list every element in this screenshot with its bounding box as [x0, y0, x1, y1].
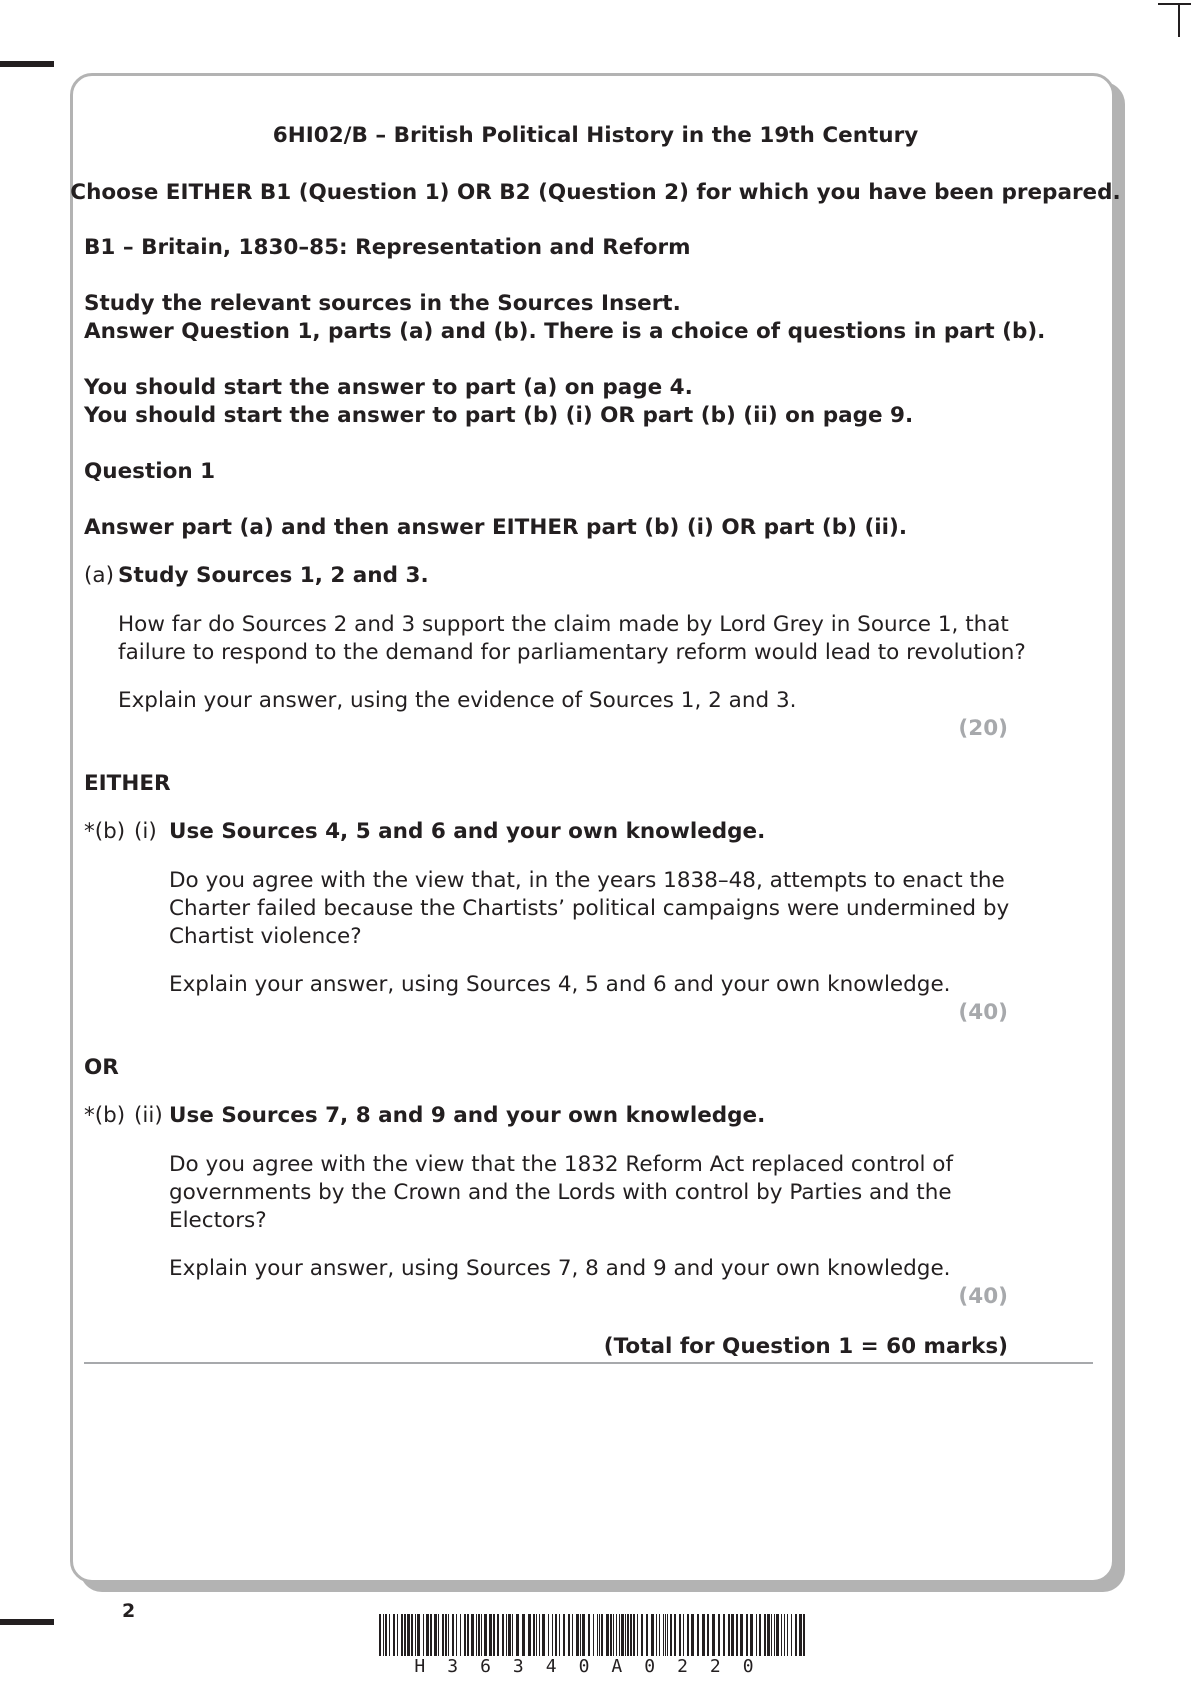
barcode-bar — [606, 1614, 609, 1656]
barcode-bar — [415, 1614, 416, 1656]
barcode-bar — [633, 1614, 635, 1656]
barcode-bar — [385, 1614, 387, 1656]
barcode-bar — [750, 1614, 753, 1656]
barcode-bar — [687, 1614, 689, 1656]
barcode-bar — [616, 1614, 617, 1656]
barcode-bar — [445, 1614, 447, 1656]
barcode-bar — [539, 1614, 540, 1656]
part-a-explain: Explain your answer, using the evidence of Sources 1, 2 and 3. — [118, 688, 797, 713]
barcode-bar — [536, 1614, 537, 1656]
barcode-bar — [674, 1614, 676, 1656]
part-b-i-question-line-1: Do you agree with the view that, in the years 1838–48, attempts to enact the — [169, 868, 1005, 893]
barcode-bar — [736, 1614, 738, 1656]
barcode-bar — [630, 1614, 632, 1656]
barcode-bar — [718, 1614, 720, 1656]
barcode-bar — [467, 1614, 469, 1656]
part-b-i-question-line-2: Charter failed because the Chartists’ political campaigns were undermined by — [169, 896, 1010, 921]
barcode-bar — [552, 1614, 553, 1656]
barcode-bar — [516, 1614, 519, 1656]
barcode-bar — [383, 1614, 384, 1656]
barcode-bar — [582, 1614, 585, 1656]
barcode-bar — [434, 1614, 437, 1656]
part-b-ii-question-line-3: Electors? — [169, 1208, 267, 1233]
barcode-bar — [697, 1614, 699, 1656]
barcode-bar — [555, 1614, 557, 1656]
barcode-bar — [707, 1614, 709, 1656]
barcode-bar — [787, 1614, 788, 1656]
barcode-bar — [404, 1614, 406, 1656]
barcode-bar — [683, 1614, 684, 1656]
barcode-bar — [379, 1614, 381, 1656]
barcode-bar — [619, 1614, 620, 1656]
barcode-bar — [776, 1614, 779, 1656]
barcode-bar — [795, 1614, 797, 1656]
barcode-bar — [613, 1614, 614, 1656]
barcode-bar — [533, 1614, 535, 1656]
barcode-bar — [489, 1614, 492, 1656]
barcode-bar — [502, 1614, 504, 1656]
part-b-ii-heading: Use Sources 7, 8 and 9 and your own knowledge. — [169, 1103, 766, 1128]
barcode-bar — [764, 1614, 766, 1656]
question-heading: Question 1 — [84, 459, 216, 484]
barcode-bar — [746, 1614, 748, 1656]
part-b-i-sublabel: (i) — [134, 819, 157, 844]
barcode-bar — [407, 1614, 410, 1656]
barcode-bar — [460, 1614, 461, 1656]
barcode-bar — [478, 1614, 480, 1656]
registration-mark-top — [0, 61, 54, 67]
answer-instruction: Answer part (a) and then answer EITHER part (b) (i) OR part (b) (ii). — [84, 515, 908, 540]
study-instruction-1: Study the relevant sources in the Sources Insert. — [84, 291, 681, 316]
barcode-bar — [512, 1614, 513, 1656]
barcode-bar — [563, 1614, 565, 1656]
part-b-ii-question-line-2: governments by the Crown and the Lords with control by Parties and the — [169, 1180, 952, 1205]
barcode-bar — [774, 1614, 775, 1656]
barcode-bar — [397, 1614, 398, 1656]
part-b-ii-question-line-1: Do you agree with the view that the 1832 Reform Act replaced control of — [169, 1152, 954, 1177]
crop-mark-horizontal — [1158, 3, 1191, 5]
part-a-question-line-1: How far do Sources 2 and 3 support the claim made by Lord Grey in Source 1, that — [118, 612, 1009, 637]
barcode-bar — [497, 1614, 499, 1656]
crop-mark-vertical — [1178, 3, 1180, 37]
barcode-bar — [484, 1614, 487, 1656]
barcode-bar — [723, 1614, 725, 1656]
barcode-bar — [712, 1614, 715, 1656]
barcode-bar — [588, 1614, 590, 1656]
barcode — [379, 1614, 811, 1656]
barcode-bar — [759, 1614, 761, 1656]
barcode-bar — [771, 1614, 772, 1656]
barcode-bar — [803, 1614, 805, 1656]
barcode-bar — [572, 1614, 573, 1656]
barcode-bar — [767, 1614, 770, 1656]
barcode-bar — [646, 1614, 648, 1656]
barcode-bar — [481, 1614, 482, 1656]
barcode-bar — [417, 1614, 420, 1656]
total-rule — [84, 1362, 1093, 1364]
part-b-i-marks: (40) — [958, 1000, 1008, 1025]
barcode-bar — [784, 1614, 785, 1656]
barcode-bar — [627, 1614, 629, 1656]
barcode-bar — [508, 1614, 511, 1656]
barcode-bar — [679, 1614, 681, 1656]
barcode-bar — [401, 1614, 403, 1656]
barcode-bar — [493, 1614, 495, 1656]
barcode-bar — [580, 1614, 581, 1656]
barcode-bar — [506, 1614, 507, 1656]
start-instruction-1: You should start the answer to part (a) on page 4. — [84, 375, 693, 400]
barcode-bar — [667, 1614, 668, 1656]
barcode-bar — [559, 1614, 560, 1656]
choose-instruction: Choose EITHER B1 (Question 1) OR B2 (Question 2) for which you have been prepared. — [70, 180, 1121, 205]
barcode-bar — [430, 1614, 432, 1656]
part-b-ii-explain: Explain your answer, using Sources 7, 8 and 9 and your own knowledge. — [169, 1256, 951, 1281]
barcode-bar — [651, 1614, 654, 1656]
part-b-i-explain: Explain your answer, using Sources 4, 5 and 6 and your own knowledge. — [169, 972, 951, 997]
barcode-bar — [528, 1614, 531, 1656]
barcode-bar — [464, 1614, 466, 1656]
barcode-bar — [597, 1614, 598, 1656]
barcode-bar — [756, 1614, 757, 1656]
barcode-bar — [740, 1614, 743, 1656]
barcode-bar — [442, 1614, 444, 1656]
barcode-bar — [548, 1614, 549, 1656]
registration-mark-bottom — [0, 1619, 54, 1625]
part-b-ii-label: *(b) — [84, 1103, 126, 1128]
part-a-label: (a) — [84, 563, 114, 588]
barcode-bar — [476, 1614, 477, 1656]
part-a-heading: Study Sources 1, 2 and 3. — [118, 563, 429, 588]
barcode-bar — [625, 1614, 626, 1656]
barcode-bar — [665, 1614, 666, 1656]
or-label: OR — [84, 1055, 119, 1080]
barcode-bar — [621, 1614, 624, 1656]
barcode-bar — [656, 1614, 657, 1656]
barcode-bar — [426, 1614, 429, 1656]
barcode-bar — [456, 1614, 457, 1656]
section-title: B1 – Britain, 1830–85: Representation and Reform — [84, 235, 691, 260]
barcode-bar — [576, 1614, 579, 1656]
barcode-bar — [448, 1614, 449, 1656]
study-instruction-2: Answer Question 1, parts (a) and (b). There is a choice of questions in part (b). — [84, 319, 1046, 344]
barcode-text: H36340A0220 — [414, 1656, 776, 1677]
barcode-bar — [799, 1614, 802, 1656]
part-b-ii-sublabel: (ii) — [134, 1103, 163, 1128]
barcode-bar — [471, 1614, 474, 1656]
part-a-marks: (20) — [958, 716, 1008, 741]
barcode-bar — [423, 1614, 424, 1656]
barcode-bar — [641, 1614, 643, 1656]
part-a-question-line-2: failure to respond to the demand for parliamentary reform would lead to revolution? — [118, 640, 1026, 665]
barcode-bar — [568, 1614, 570, 1656]
barcode-bar — [691, 1614, 694, 1656]
barcode-bar — [728, 1614, 730, 1656]
barcode-bar — [781, 1614, 782, 1656]
barcode-bar — [659, 1614, 660, 1656]
part-b-i-label: *(b) — [84, 819, 126, 844]
barcode-bar — [599, 1614, 600, 1656]
barcode-bar — [411, 1614, 413, 1656]
paper-title: 6HI02/B – British Political History in the 19th Century — [272, 123, 919, 148]
either-label: EITHER — [84, 771, 171, 796]
barcode-bar — [522, 1614, 525, 1656]
barcode-bar — [670, 1614, 672, 1656]
barcode-bar — [438, 1614, 439, 1656]
barcode-bar — [601, 1614, 603, 1656]
part-b-i-question-line-3: Chartist violence? — [169, 924, 362, 949]
barcode-bar — [393, 1614, 395, 1656]
barcode-bar — [542, 1614, 545, 1656]
start-instruction-2: You should start the answer to part (b) (i) OR part (b) (ii) on page 9. — [84, 403, 914, 428]
barcode-bar — [663, 1614, 664, 1656]
part-b-i-heading: Use Sources 4, 5 and 6 and your own knowledge. — [169, 819, 766, 844]
part-b-ii-marks: (40) — [958, 1284, 1008, 1309]
barcode-bar — [610, 1614, 612, 1656]
total-marks: (Total for Question 1 = 60 marks) — [603, 1334, 1008, 1359]
barcode-bar — [452, 1614, 454, 1656]
barcode-bar — [593, 1614, 594, 1656]
barcode-bar — [731, 1614, 734, 1656]
barcode-bar — [702, 1614, 705, 1656]
barcode-bar — [637, 1614, 638, 1656]
barcode-bar — [791, 1614, 792, 1656]
page-number: 2 — [122, 1600, 136, 1622]
barcode-bar — [389, 1614, 390, 1656]
